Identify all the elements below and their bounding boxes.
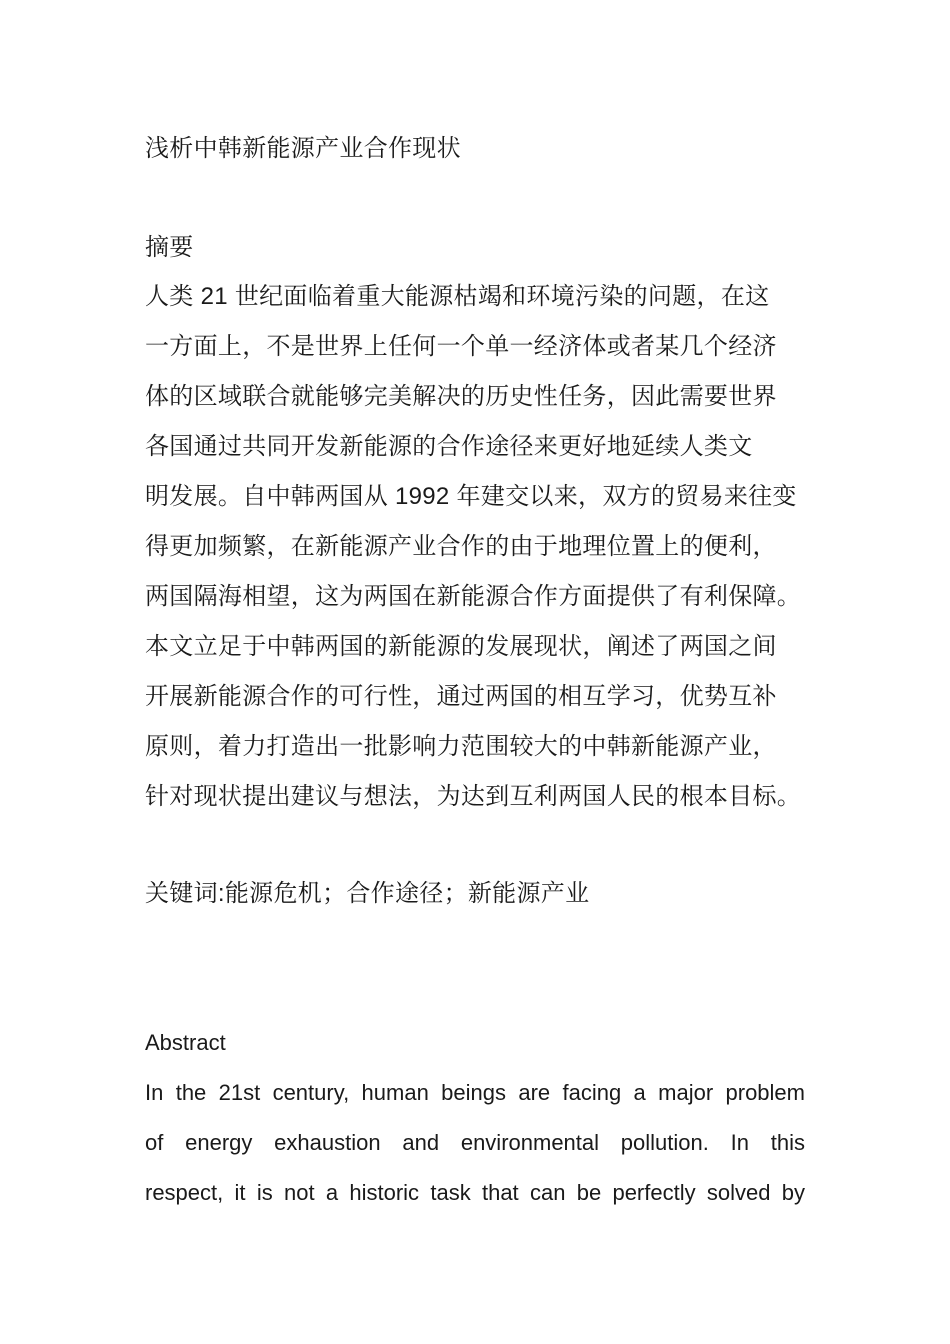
abstract-line: 针对现状提出建议与想法，为达到互利两国人民的根本目标。: [145, 783, 802, 810]
abstract-line: 体的区域联合就能够完美解决的历史性任务，因此需要世界: [145, 383, 777, 410]
keywords-cn: 关键词:能源危机；合作途径；新能源产业: [145, 880, 590, 907]
abstract-line: 明发展。自中韩两国从 1992 年建交以来，双方的贸易来往变: [145, 483, 797, 510]
abstract-line: 原则，着力打造出一批影响力范围较大的中韩新能源产业，: [145, 733, 777, 760]
abstract-line: 两国隔海相望，这为两国在新能源合作方面提供了有利保障。: [145, 583, 802, 610]
abstract-line: 得更加频繁，在新能源产业合作的由于地理位置上的便利，: [145, 533, 777, 560]
abstract-line: 本文立足于中韩两国的新能源的发展现状，阐述了两国之间: [145, 633, 777, 660]
abstract-line: 开展新能源合作的可行性，通过两国的相互学习，优势互补: [145, 683, 777, 710]
abstract-body-cn: [145, 272, 845, 822]
abstract-line-en: respect, it is not a historic task that can be perfectly solved by: [145, 1180, 805, 1205]
abstract-line-en: In the 21st century, human beings are facing a major problem: [145, 1080, 805, 1105]
abstract-body-en: [145, 1068, 805, 1218]
abstract-line-en: of energy exhaustion and environmental pollution. In this: [145, 1130, 805, 1155]
page-title: 浅析中韩新能源产业合作现状: [145, 135, 461, 162]
abstract-line: 各国通过共同开发新能源的合作途径来更好地延续人类文: [145, 433, 753, 460]
abstract-line: 一方面上，不是世界上任何一个单一经济体或者某几个经济: [145, 333, 777, 360]
abstract-line: 人类 21 世纪面临着重大能源枯竭和环境污染的问题，在这: [145, 283, 770, 310]
abstract-heading-en: Abstract: [145, 1030, 226, 1055]
abstract-heading-cn: 摘要: [145, 234, 194, 261]
